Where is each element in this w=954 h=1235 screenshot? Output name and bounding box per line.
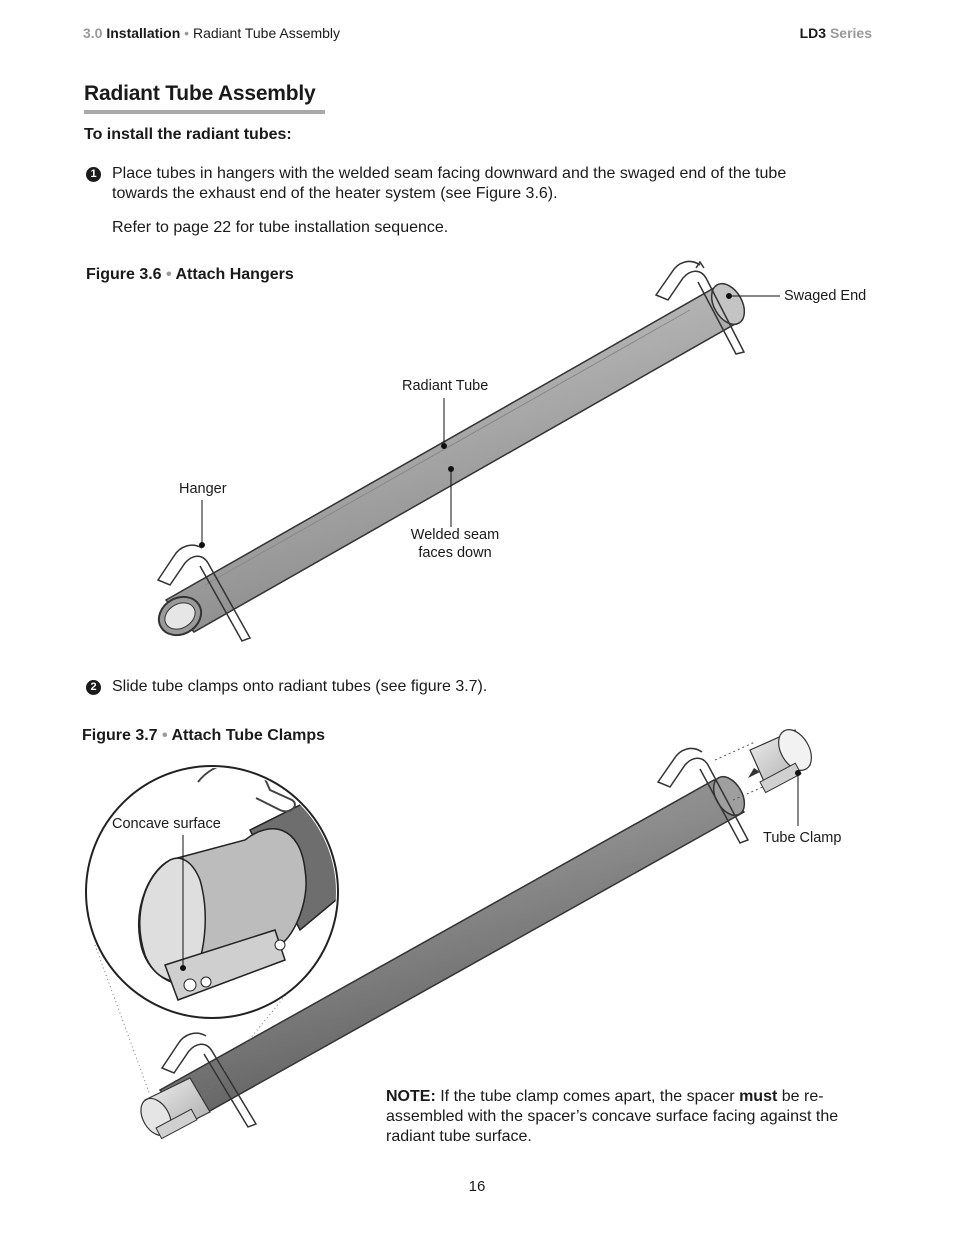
- note-must: must: [739, 1088, 778, 1105]
- step-1-note: Refer to page 22 for tube installation sequence.: [112, 219, 449, 236]
- note-label: NOTE:: [386, 1088, 436, 1105]
- radiant-tube-shape: [152, 278, 751, 643]
- label-welded-seam: [395, 526, 515, 562]
- label-welded-seam-line-1: Welded seam: [410, 527, 500, 543]
- page-number: 16: [468, 1178, 486, 1195]
- figure-3-7-number: Figure 3.7: [82, 727, 158, 744]
- step-2-text: Slide tube clamps onto radiant tubes (see figure 3.7).: [112, 678, 488, 695]
- series-suffix: Series: [829, 25, 872, 41]
- step-1-line-1: Place tubes in hangers with the welded seam facing downward and the swaged end of the tube: [112, 165, 787, 182]
- note-paragraph: [386, 1087, 866, 1147]
- label-tube-clamp: Tube Clamp: [763, 830, 842, 846]
- step-1-bullet: 1: [86, 167, 101, 182]
- header-separator: •: [184, 25, 190, 41]
- figure-3-7-separator: •: [162, 727, 168, 744]
- figure-3-6-number: Figure 3.6: [86, 266, 162, 283]
- note-text-b: be re-assembled with the spacer’s concave surface facing against the radiant tube surface.: [386, 1088, 839, 1145]
- figure-3-6-separator: •: [166, 266, 172, 283]
- section-number: 3.0: [83, 25, 103, 41]
- figure-3-7-caption: [82, 727, 325, 745]
- label-radiant-tube: Radiant Tube: [402, 378, 489, 394]
- step-1-line-2: towards the exhaust end of the heater system (see Figure 3.6).: [112, 185, 558, 202]
- subsection-name: Radiant Tube Assembly: [192, 25, 341, 41]
- page-title: Radiant Tube Assembly: [84, 82, 316, 105]
- label-hanger: Hanger: [179, 481, 227, 497]
- label-swaged-end: Swaged End: [784, 288, 867, 304]
- instructions-heading: To install the radiant tubes:: [84, 126, 292, 143]
- section-name: Installation: [106, 25, 181, 41]
- step-2-bullet: 2: [86, 680, 101, 695]
- series-prefix: LD3: [799, 25, 827, 41]
- figure-3-7-title: Attach Tube Clamps: [171, 727, 325, 744]
- label-concave-surface: Concave surface: [112, 816, 221, 832]
- label-welded-seam-line-2: faces down: [418, 545, 492, 561]
- note-text-a: If the tube clamp comes apart, the spacer: [440, 1088, 735, 1105]
- figure-3-6-title: Attach Hangers: [175, 266, 294, 283]
